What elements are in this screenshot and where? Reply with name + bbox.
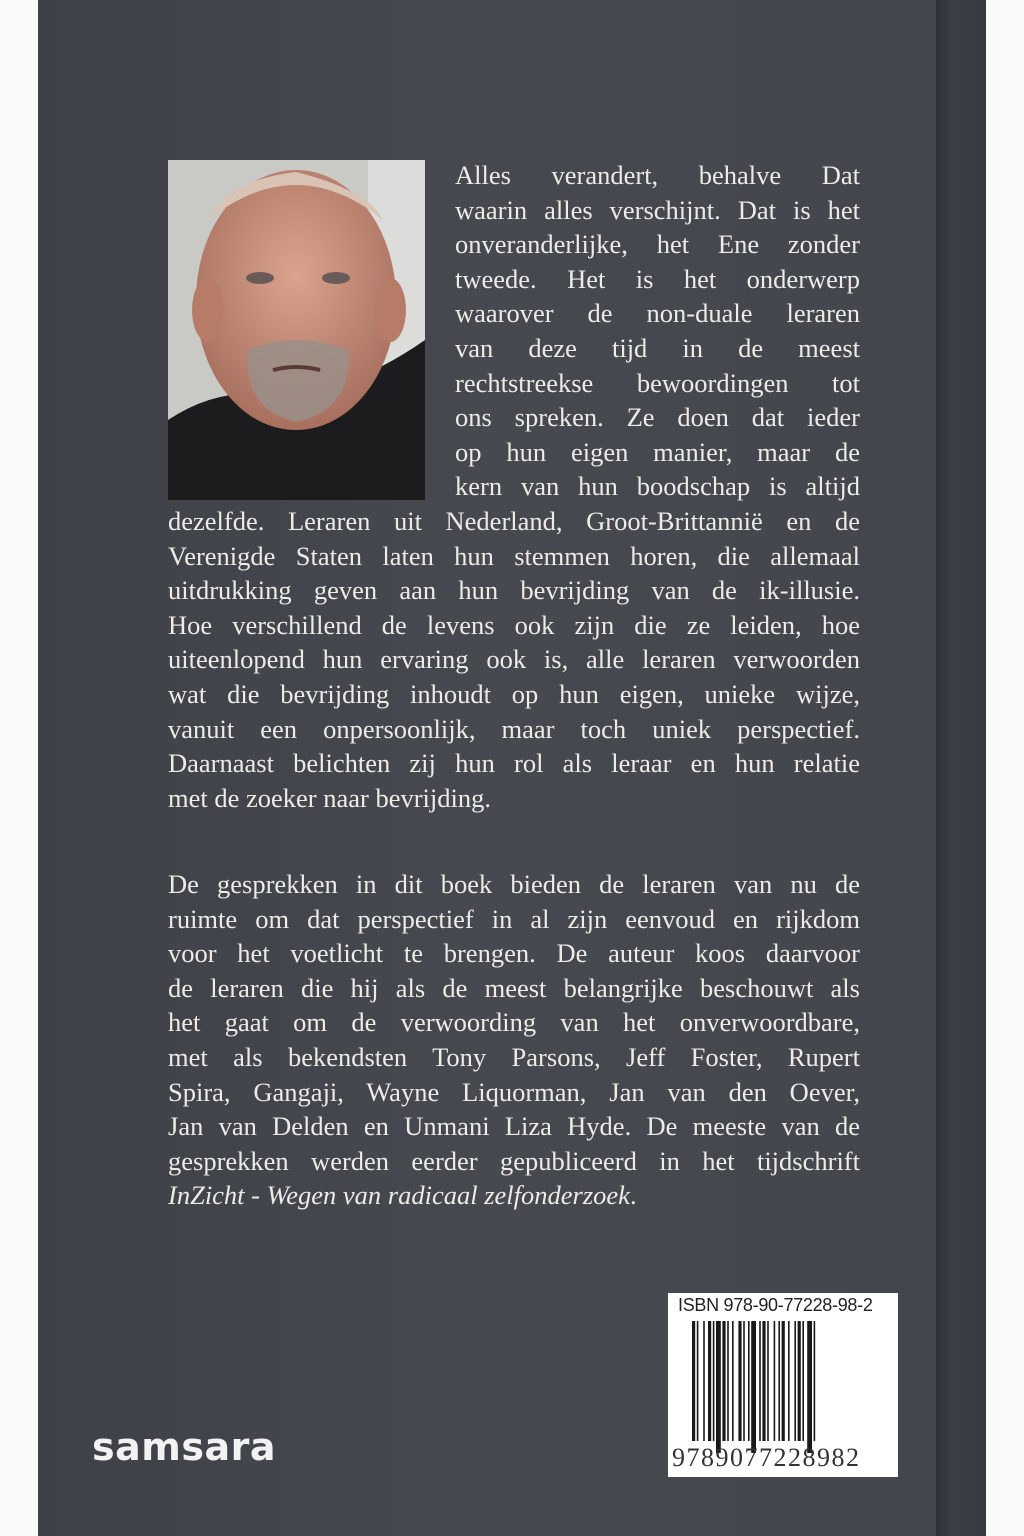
body-text-line: waarin alles verschijnt. Dat is het [455,194,860,225]
author-portrait-image [168,160,425,500]
body-text-line: met de zoeker naar bevrijding. [168,782,492,813]
body-text-line: op hun eigen manier, maar de [455,436,860,467]
barcode-bar [727,1321,729,1441]
body-text-line: gesprekken werden eerder gepubliceerd in het tijdschrift [168,1145,860,1176]
isbn-label: ISBN 978-90-77228-98-2 [678,1295,873,1315]
barcode-bar [767,1321,769,1441]
book-spine [936,0,986,1536]
barcode-bar [782,1321,785,1441]
body-text-line: uitdrukking geven aan hun bevrijding van de ik-illusie. [168,575,860,606]
punctuation: . [629,1180,637,1211]
barcode-bar [743,1321,745,1441]
barcode-bar [722,1321,725,1441]
body-text-line: Daarnaast belichten zij hun rol als leraar en hun relatie [168,748,860,779]
body-text-line: Spira, Gangaji, Wayne Liquorman, Jan van den Oever, [168,1076,860,1107]
author-photo [168,160,425,500]
body-text-line: van deze tijd in de meest [455,333,860,363]
barcode-bar [802,1321,804,1441]
body-text-line: waarover de non-duale leraren [455,298,860,329]
body-text-line: voor het voetlicht te brengen. De auteur koos daarvoor [168,938,860,969]
barcode-bar [732,1321,734,1441]
body-text-line: kern van hun boodschap is altijd [455,471,860,502]
body-text-line: met als bekendsten Tony Parsons, Jeff Foster, Rupert [168,1042,860,1072]
body-text-line [168,1178,637,1212]
barcode-bar [794,1321,796,1441]
barcode-bar [713,1321,715,1441]
body-text-line: uiteenlopend hun ervaring ook is, alle leraren verwoorden [168,644,860,675]
body-text-line: dezelfde. Leraren uit Nederland, Groot-Brittannië en de [168,506,860,536]
barcode-bar [798,1321,801,1441]
body-text-line: rechtstreekse bewoordingen tot [455,367,860,398]
body-text-line: De gesprekken in dit boek bieden de leraren van nu de [168,869,860,899]
body-text-line: de leraren die hij als de meest belangrijke beschouwt als [168,972,860,1003]
body-text-line: ons spreken. Ze doen dat ieder [455,402,860,433]
barcode-bar [788,1321,790,1441]
body-text-line: vanuit een onpersoonlijk, maar toch uniek perspectief. [168,713,860,744]
barcode-bar [807,1321,812,1453]
body-text-line: Hoe verschillend de levens ook zijn die ze leiden, hoe [168,609,860,640]
body-text-line: Jan van Delden en Unmani Liza Hyde. De meeste van de [168,1111,860,1142]
body-text-line: Verenigde Staten laten hun stemmen horen, die allemaal [168,540,860,571]
barcode [668,1293,898,1477]
magazine-title: InZicht - Wegen van radicaal zelfonderzoek [168,1180,630,1211]
barcode-digits: 9789077228982 [672,1443,861,1472]
body-text-line: ruimte om dat perspectief in al zijn eenvoud en rijkdom [168,903,860,934]
barcode-bar [762,1321,765,1441]
publisher-logo: samsara [92,1425,276,1469]
body-text-line: tweede. Het is het onderwerp [455,263,860,294]
barcode-bar [697,1321,699,1441]
body-text-line: onveranderlijke, het Ene zonder [455,229,860,260]
barcode-bar [692,1321,695,1441]
barcode-bar [778,1321,780,1441]
barcode-bar [716,1321,721,1453]
barcode-bar [748,1321,750,1441]
barcode-bar [774,1321,776,1441]
barcode-bar [703,1321,705,1441]
barcode-bar [708,1321,711,1441]
body-text-line: wat die bevrijding inhoudt op hun eigen, unieke wijze, [168,679,860,709]
body-text-line: het gaat om de verwoording van het onverwoordbare, [168,1007,860,1038]
body-text-line: Alles verandert, behalve Dat [455,160,860,190]
barcode-bar [814,1321,816,1441]
barcode-bar [738,1321,741,1441]
barcode-bar [751,1321,756,1453]
barcode-bar [759,1321,761,1441]
